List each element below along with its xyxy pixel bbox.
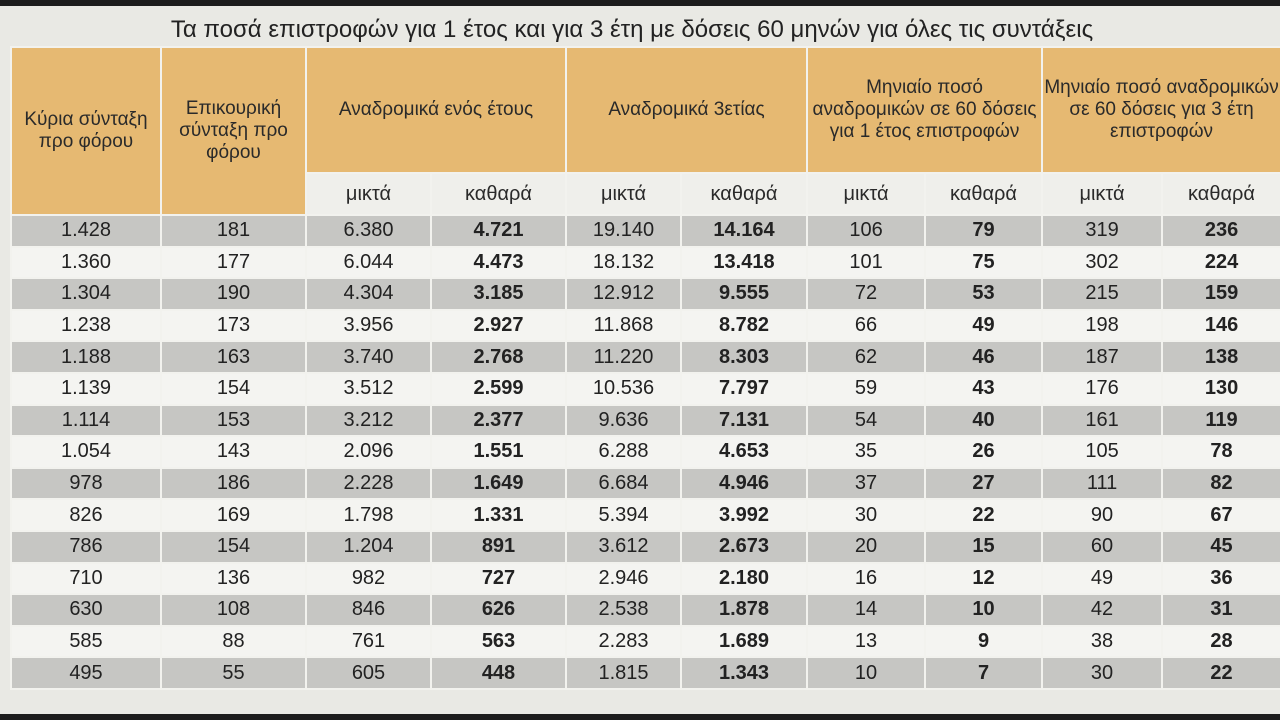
table-cell: 846 — [306, 594, 431, 626]
table-cell: 14 — [807, 594, 925, 626]
table-cell: 19.140 — [566, 215, 681, 247]
header-main-pension: Κύρια σύνταξη προ φόρου — [11, 47, 161, 215]
table-cell: 4.473 — [431, 247, 566, 279]
table-cell: 5.394 — [566, 499, 681, 531]
header-retro-3y: Αναδρομικά 3ετίας — [566, 47, 807, 173]
table-cell: 10 — [925, 594, 1042, 626]
table-cell: 3.612 — [566, 531, 681, 563]
table-cell: 4.946 — [681, 468, 807, 500]
subheader-gross: μικτά — [1042, 173, 1162, 215]
table-cell: 30 — [1042, 657, 1162, 689]
table-cell: 60 — [1042, 531, 1162, 563]
table-cell: 891 — [431, 531, 566, 563]
table-cell: 1.204 — [306, 531, 431, 563]
table-cell: 22 — [925, 499, 1042, 531]
table-cell: 2.283 — [566, 626, 681, 658]
table-cell: 630 — [11, 594, 161, 626]
table-cell: 10.536 — [566, 373, 681, 405]
table-cell: 3.512 — [306, 373, 431, 405]
subheader-gross: μικτά — [566, 173, 681, 215]
table-cell: 169 — [161, 499, 306, 531]
table-cell: 2.538 — [566, 594, 681, 626]
table-cell: 30 — [807, 499, 925, 531]
table-cell: 90 — [1042, 499, 1162, 531]
table-cell: 136 — [161, 563, 306, 595]
header-retro-1y: Αναδρομικά ενός έτους — [306, 47, 566, 173]
table-cell: 88 — [161, 626, 306, 658]
table-cell: 67 — [1162, 499, 1280, 531]
table-cell: 26 — [925, 436, 1042, 468]
table-cell: 11.868 — [566, 310, 681, 342]
table-cell: 20 — [807, 531, 925, 563]
table-cell: 786 — [11, 531, 161, 563]
table-cell: 7 — [925, 657, 1042, 689]
table-row — [11, 341, 1280, 373]
table-cell: 302 — [1042, 247, 1162, 279]
table-cell: 6.288 — [566, 436, 681, 468]
table-row — [11, 247, 1280, 279]
table-cell: 66 — [807, 310, 925, 342]
table-cell: 159 — [1162, 278, 1280, 310]
table-title: Τα ποσά επιστροφών για 1 έτος και για 3 έτη με δόσεις 60 μηνών για όλες τις συντάξεις — [170, 16, 1094, 43]
table-cell: 45 — [1162, 531, 1280, 563]
table-cell: 1.798 — [306, 499, 431, 531]
table-cell: 138 — [1162, 341, 1280, 373]
table-cell: 16 — [807, 563, 925, 595]
table-cell: 2.180 — [681, 563, 807, 595]
table-cell: 1.331 — [431, 499, 566, 531]
table-cell: 215 — [1042, 278, 1162, 310]
table-cell: 153 — [161, 405, 306, 437]
table-cell: 4.304 — [306, 278, 431, 310]
table-cell: 626 — [431, 594, 566, 626]
table-cell: 761 — [306, 626, 431, 658]
table-cell: 181 — [161, 215, 306, 247]
table-cell: 1.139 — [11, 373, 161, 405]
table-cell: 31 — [1162, 594, 1280, 626]
subheader-net: καθαρά — [681, 173, 807, 215]
table-cell: 6.044 — [306, 247, 431, 279]
table-cell: 13.418 — [681, 247, 807, 279]
header-aux-pension: Επικουρική σύνταξη προ φόρου — [161, 47, 306, 215]
table-cell: 14.164 — [681, 215, 807, 247]
table-body — [11, 215, 1280, 689]
table-cell: 75 — [925, 247, 1042, 279]
table-cell: 36 — [1162, 563, 1280, 595]
table-cell: 1.689 — [681, 626, 807, 658]
table-cell: 28 — [1162, 626, 1280, 658]
table-cell: 177 — [161, 247, 306, 279]
table-cell: 46 — [925, 341, 1042, 373]
table-cell: 3.740 — [306, 341, 431, 373]
table-cell: 106 — [807, 215, 925, 247]
table-cell: 27 — [925, 468, 1042, 500]
subheader-net: καθαρά — [431, 173, 566, 215]
table-cell: 6.380 — [306, 215, 431, 247]
table-cell: 7.797 — [681, 373, 807, 405]
table-cell: 1.343 — [681, 657, 807, 689]
refund-table — [10, 46, 1280, 690]
table-cell: 2.228 — [306, 468, 431, 500]
table-cell: 448 — [431, 657, 566, 689]
table-cell: 982 — [306, 563, 431, 595]
table-cell: 9.555 — [681, 278, 807, 310]
table-row — [11, 468, 1280, 500]
table-cell: 37 — [807, 468, 925, 500]
table-cell: 35 — [807, 436, 925, 468]
table-cell: 12 — [925, 563, 1042, 595]
table-cell: 11.220 — [566, 341, 681, 373]
table-cell: 101 — [807, 247, 925, 279]
table-cell: 563 — [431, 626, 566, 658]
table-cell: 198 — [1042, 310, 1162, 342]
table-cell: 1.304 — [11, 278, 161, 310]
table-cell: 9.636 — [566, 405, 681, 437]
table-cell: 43 — [925, 373, 1042, 405]
table-row — [11, 594, 1280, 626]
table-cell: 154 — [161, 373, 306, 405]
table-row — [11, 563, 1280, 595]
table-cell: 2.096 — [306, 436, 431, 468]
table-cell: 40 — [925, 405, 1042, 437]
table-cell: 161 — [1042, 405, 1162, 437]
table-cell: 978 — [11, 468, 161, 500]
table-cell: 8.303 — [681, 341, 807, 373]
table-cell: 38 — [1042, 626, 1162, 658]
table-cell: 54 — [807, 405, 925, 437]
table-cell: 1.114 — [11, 405, 161, 437]
table-cell: 710 — [11, 563, 161, 595]
subheader-net: καθαρά — [925, 173, 1042, 215]
table-row — [11, 215, 1280, 247]
table-cell: 585 — [11, 626, 161, 658]
table-cell: 2.946 — [566, 563, 681, 595]
table-cell: 2.927 — [431, 310, 566, 342]
table-cell: 1.238 — [11, 310, 161, 342]
table-cell: 13 — [807, 626, 925, 658]
header-monthly-1y: Μηνιαίο ποσό αναδρομικών σε 60 δόσεις για 1 έτος επιστροφών — [807, 47, 1042, 173]
table-cell: 42 — [1042, 594, 1162, 626]
table-cell: 1.188 — [11, 341, 161, 373]
table-cell: 111 — [1042, 468, 1162, 500]
table-cell: 3.956 — [306, 310, 431, 342]
table-row — [11, 531, 1280, 563]
table-row — [11, 373, 1280, 405]
table-cell: 59 — [807, 373, 925, 405]
table-cell: 1.428 — [11, 215, 161, 247]
table-cell: 2.599 — [431, 373, 566, 405]
table-cell: 18.132 — [566, 247, 681, 279]
table-cell: 1.878 — [681, 594, 807, 626]
table-cell: 146 — [1162, 310, 1280, 342]
table-cell: 1.649 — [431, 468, 566, 500]
table-cell: 173 — [161, 310, 306, 342]
table-cell: 78 — [1162, 436, 1280, 468]
table-cell: 119 — [1162, 405, 1280, 437]
table-cell: 236 — [1162, 215, 1280, 247]
table-row — [11, 278, 1280, 310]
table-cell: 79 — [925, 215, 1042, 247]
table-cell: 2.673 — [681, 531, 807, 563]
table-cell: 187 — [1042, 341, 1162, 373]
table-cell: 82 — [1162, 468, 1280, 500]
table-cell: 72 — [807, 278, 925, 310]
table-cell: 6.684 — [566, 468, 681, 500]
table-cell: 15 — [925, 531, 1042, 563]
table-cell: 49 — [1042, 563, 1162, 595]
table-cell: 727 — [431, 563, 566, 595]
subheader-gross: μικτά — [807, 173, 925, 215]
table-cell: 22 — [1162, 657, 1280, 689]
table-cell: 495 — [11, 657, 161, 689]
table-cell: 2.768 — [431, 341, 566, 373]
subheader-gross: μικτά — [306, 173, 431, 215]
table-cell: 55 — [161, 657, 306, 689]
table-cell: 319 — [1042, 215, 1162, 247]
subheader-net: καθαρά — [1162, 173, 1280, 215]
table-cell: 1.815 — [566, 657, 681, 689]
table-cell: 1.551 — [431, 436, 566, 468]
table-cell: 7.131 — [681, 405, 807, 437]
table-row — [11, 657, 1280, 689]
table-cell: 8.782 — [681, 310, 807, 342]
table-cell: 3.185 — [431, 278, 566, 310]
table-cell: 605 — [306, 657, 431, 689]
header-monthly-3y: Μηνιαίο ποσό αναδρομικών σε 60 δόσεις για 3 έτη επιστροφών — [1042, 47, 1280, 173]
table-cell: 143 — [161, 436, 306, 468]
table-cell: 163 — [161, 341, 306, 373]
table-cell: 2.377 — [431, 405, 566, 437]
table-cell: 3.212 — [306, 405, 431, 437]
table-row — [11, 499, 1280, 531]
table-row — [11, 310, 1280, 342]
table-cell: 176 — [1042, 373, 1162, 405]
table-cell: 186 — [161, 468, 306, 500]
table-cell: 826 — [11, 499, 161, 531]
table-cell: 3.992 — [681, 499, 807, 531]
table-cell: 154 — [161, 531, 306, 563]
newspaper-page — [0, 6, 1280, 714]
table-row — [11, 436, 1280, 468]
table-cell: 49 — [925, 310, 1042, 342]
table-cell: 62 — [807, 341, 925, 373]
table-cell: 130 — [1162, 373, 1280, 405]
table-cell: 4.653 — [681, 436, 807, 468]
table-cell: 10 — [807, 657, 925, 689]
table-row — [11, 626, 1280, 658]
table-cell: 4.721 — [431, 215, 566, 247]
table-row — [11, 405, 1280, 437]
table-cell: 105 — [1042, 436, 1162, 468]
table-cell: 224 — [1162, 247, 1280, 279]
table-cell: 190 — [161, 278, 306, 310]
table-cell: 9 — [925, 626, 1042, 658]
table-cell: 1.054 — [11, 436, 161, 468]
table-cell: 12.912 — [566, 278, 681, 310]
table-cell: 108 — [161, 594, 306, 626]
table-cell: 53 — [925, 278, 1042, 310]
table-cell: 1.360 — [11, 247, 161, 279]
